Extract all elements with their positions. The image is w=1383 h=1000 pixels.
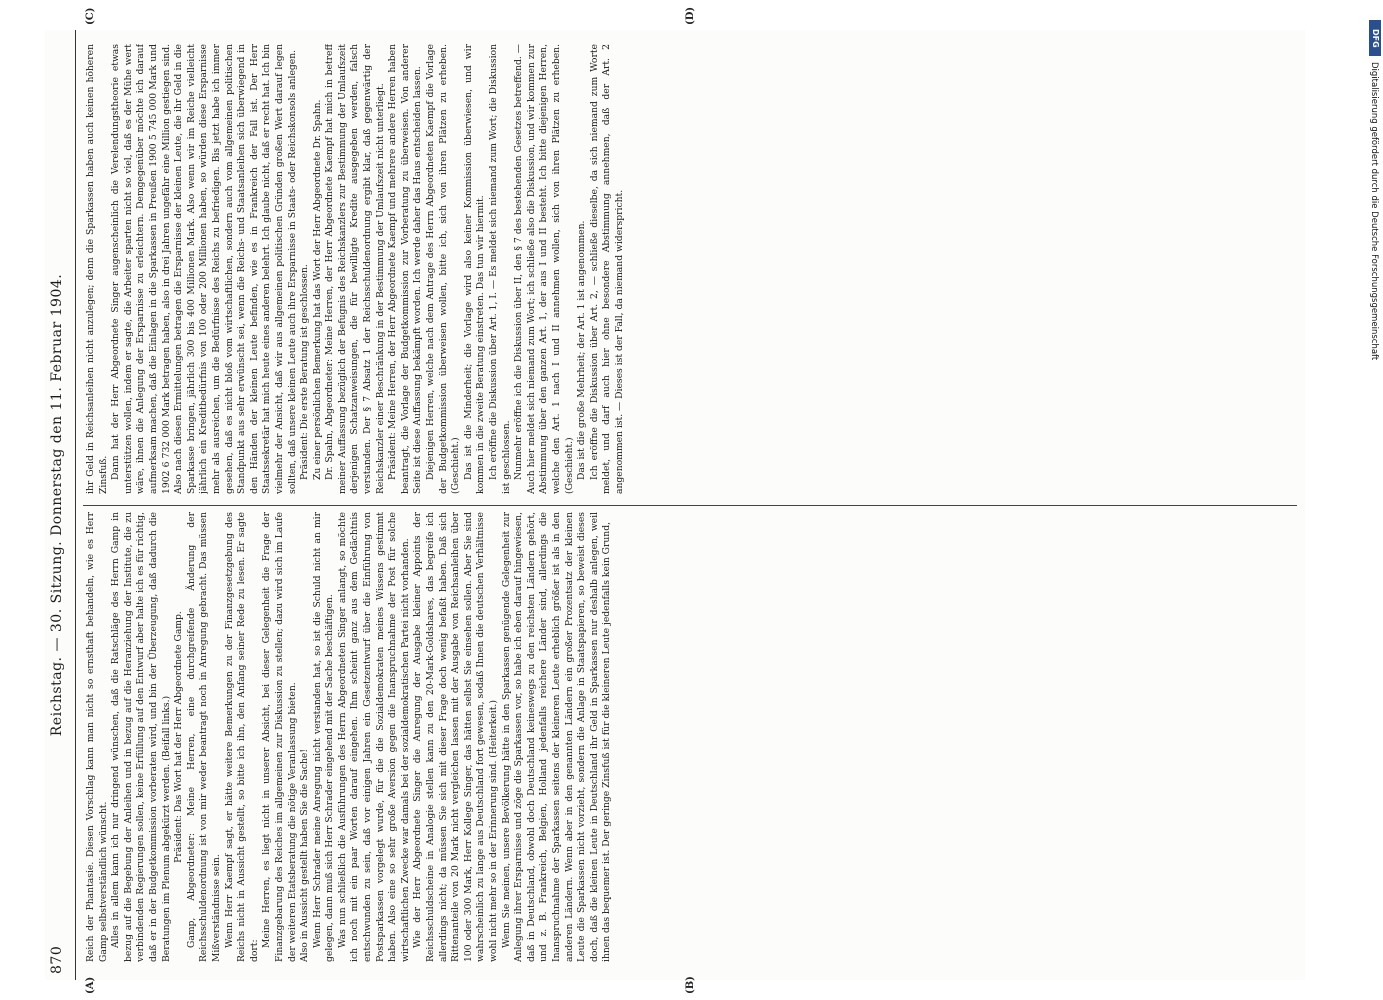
- paragraph: Zu einer persönlichen Bemerkung hat das Wort der Herr Abgeordnete Dr. Spahn.: [311, 99, 323, 480]
- paragraph: Das ist die Minderheit; die Vorlage wird also keiner Kommission überwiesen, und wir kommen in die zweite Beratung einstreten. Das tun wir hiermit.: [462, 44, 487, 494]
- paragraph: Ich eröffne die Diskussion über Art. 1, I. — Es meldet sich niemand zum Wort; die Diskussion ist geschlossen.: [488, 44, 512, 494]
- paragraph: Dr. Spahn, Abgeordneter: Meine Herren, der Herr Abgeordnete Kaempf hat mich in betreff meiner Auffassung bezüglich der Befugnis des Reichskanzlers zur Bestimmung der Umlaufszeit derjenigen Schatzanweisungen, die für bewilligte Kredite ausgegeben werden, falsch verstanden. Der § 7 Absatz 1 der Reichsschuldenordnung ergibt klar, daß gegenwärtig der Reichskanzler einer Beschränkung in der Bestimmung der Umlaufszeit nicht unterliegt.: [324, 44, 386, 494]
- quotation: Meine Herren, es liegt nicht in unserer Absicht, bei dieser Gelegenheit die Frage der Finanzgebarung des Reiches im allgemeinen zur Diskussion zu stellen; dazu wird sich im Laufe der weiteren Etatsberatung die nötige Veranlassung bieten.: [261, 512, 298, 962]
- paragraph: Alles in allem kann ich nur dringend wünschen, daß die Ratschläge des Herrn Gamp in bezug auf die Begebung der Anleihen und in bezug auf die Heranziehung der Institute, die zu verbindenden Regierungen sollen, keine Erfüllung auf den Entwurf aber halte ich es für richtig, daß er in der Budgetkommission vorberaten wird, und bin der Überzeugung, daß dadurch die Beratungen im Plenum abgekürzt werden. (Beifall links.): [110, 512, 172, 962]
- paragraph: Wie der Herr Abgeordnete Singer die Anregung der Ausgabe kleiner Appoints der Reichsschuldscheine in Analogie stellen kann zu den 20-Mark-Goldshares, das begreife ich allerdings nicht; da müssen Sie sich mit dieser Frage doch wenig befaßt haben. Daß sich Rittenanteile von 20 Mark nicht vergleichen lassen mit der Ausgabe von Reichsanleihen über 100 oder 300 Mark, Herr Kollege Singer, das hätten selbst Sie einsehen sollen. Aber Sie sind wahrscheinlich zu lange aus Deutschland fort gewesen, sodaß Ihnen die deutschen Verhältnisse wohl nicht mehr so in der Erinnerung sind. (Heiterkeit.): [412, 512, 499, 962]
- paragraph: Diejenigen Herren, welche nach dem Antrage des Herrn Abgeordneten Kaempf die Vorlage der Budgetkommission überweisen wollen, bitte ich, sich von ihren Plätzen zu erheben. (Geschieht.): [425, 44, 462, 494]
- paragraph: Wenn Sie meinen, unsere Bevölkerung hätte in den Sparkassen genügende Gelegenheit zur Anlegung ihrer Ersparnisse und zöge die Sparkassen vor, so habe ich eben darauf hingewiesen, daß in Deutschland, obwohl doch Deutschland keineswegs zu den reichsten Ländern gehört, und z. B. Frankreich, Belgien, Holland jedenfalls reichere Länder sind, allerdings die Inanspruchnahme der Sparkassen seitens der kleineren Leute erheblich größer ist als in den anderen Ländern. Wenn aber in den genannten Ländern ein großer Prozentsatz der kleinen Leute die Sparkassen nicht vorzieht, sondern die Anlage in Staatspapieren, so beweist dieses doch, daß die kleinen Leute in Deutschland ihr Geld in Sparkassen nur deshalb anlegen, weil ihnen das bequemer ist. Der geringe Zinsfuß ist für die kleineren Leute jedenfalls kein Grund,: [500, 512, 613, 962]
- header-rule: [75, 30, 76, 980]
- margin-mark-b: (B): [685, 976, 696, 994]
- margin-mark-c: (C): [85, 7, 96, 25]
- margin-mark-a: (A): [85, 976, 96, 994]
- paragraph: Wenn Herr Kaempf sagt, er hätte weitere Bemerkungen zu der Finanzgesetzgebung des Reichs nicht in Aussicht gestellt, so bitte ich ihn, den Anfang seiner Rede zu lesen. Er sagte dort:: [223, 512, 260, 962]
- dfg-logo: DFG: [1369, 20, 1381, 56]
- paragraph: Wenn Herr Schrader meine Anregung nicht verstanden hat, so ist die Schuld nicht an mir gelegen, dann muß sich Herr Schrader eingehend mit der Sache beschäftigen.: [311, 512, 336, 962]
- speaker-line: Präsident: Das Wort hat der Herr Abgeordnete Gamp.: [173, 611, 185, 863]
- text-column-right: [85, 44, 1297, 494]
- digitization-credit: [1368, 18, 1382, 958]
- paragraph: Ich eröffne die Diskussion über Art. 2, — schließe dieselbe, da sich niemand zum Worte meldet, und darf auch hier ohne besondere Abstimmung annehmen, daß der Art. 2 angenommen ist. — Dieses ist der Fall, da niemand widerspricht.: [588, 44, 625, 494]
- column-divider: [83, 505, 1297, 506]
- paragraph: Dann hat der Herr Abgeordnete Singer augenscheinlich die Verelendungstheorie etwas unterstützen wollen, indem er sagte, die Arbeiter sparten nicht so viel, daß es der Mühe wert wäre, ihnen die Anlegung der Ersparnisse zu erleichtern. Demgegenüber möchte ich darauf aufmerksam machen, daß die Einlagen in die Sparkassen in Preußen 1900 5 745 000 Mark und 1902 6 732 000 Mark betragen haben, also in drei Jahren ungefähr eine Million gestiegen sind. Also nach diesen Ermittelungen betragen die Ersparnisse der kleinen Leute, die ihr Geld in die Sparkasse bringen, jährlich 300 bis 400 Millionen Mark. Also wenn wir im Reiche vielleicht jährlich ein Kreditbedürfnis von 100 oder 200 Millionen haben, so würden diese Ersparnisse mehr als ausreichen, um die Bedürfnisse des Reichs zu befriedigen. Bis jetzt habe ich immer gesehen, daß es nicht bloß vom wirtschaftlichen, sondern auch vom allgemeinen politischen Standpunkt aus sehr erwünscht sei, wenn die Reichs- und Staatsanleihen sich überwiegend in den Händen der kleinen Leute befinden, wie es in Frankreich der Fall ist. Der Herr Staatssekretär hat mich heute eines anderen belehrt. Ich glaube nicht, daß er recht hat. Ich bin vielmehr der Ansicht, daß wir aus allgemeinen politischen Gründen großen Wert darauf legen sollten, daß unsere kleinen Leute auch ihre Ersparnisse in Staats- oder Reichskonsols anlegen.: [110, 44, 298, 494]
- paragraph: Also in Aussicht gestellt haben Sie die Sache!: [299, 748, 311, 962]
- paragraph: Gamp, Abgeordneter: Meine Herren, eine durchgreifende Änderung der Reichsschuldenordnung ist von mir weder beantragt noch in Anregung gebracht. Das müssen Mißverständnisse sein.: [185, 512, 222, 962]
- scanned-page: [45, 6, 1305, 994]
- text-column-left: [85, 512, 1297, 962]
- paragraph: Das ist die große Mehrheit; der Art. 1 ist angenommen.: [576, 220, 588, 480]
- page-number: 870: [49, 945, 65, 974]
- page-header: [45, 30, 69, 980]
- running-title: Reichstag. — 30. Sitzung. Donnerstag den 11. Februar 1904.: [49, 273, 65, 737]
- speaker-line: Präsident: Die erste Beratung ist geschlossen.: [299, 264, 311, 480]
- paragraph: ihr Geld in Reichsanleihen nicht anzulegen; denn die Sparkassen haben auch keinen höheren Zinsfuß.: [85, 44, 109, 494]
- credit-text: Digitalisierung gefördert durch die Deutsche Forschungsgemeinschaft: [1369, 62, 1379, 361]
- paragraph: Präsident: Meine Herren, der Herr Abgeordnete Kaempf und mehrere andere Herren haben beantragt, die Vorlage der Budgetkommission zur Vorberatung zu überweisen. Von anderer Seite ist diese Auffassung bekämpft worden. Ich werde daher das Haus entscheiden lassen.: [387, 44, 424, 494]
- margin-mark-d: (D): [685, 6, 696, 25]
- paragraph: Was nun schließlich die Ausführungen des Herrn Abgeordneten Singer anlangt, so möchte ich noch mit ein paar Worten darauf eingehen. Ihm scheint ganz aus dem Gedächtnis entschwunden zu sein, daß vor einigen Jahren ein Gesetzentwurf über die Einführung von Postsparkassen vorgelegt wurde, für die die Sozialdemokraten meines Wissens gestimmt haben. Also eine so sehr große Aversion gegen die Inanspruchnahme der Post für solche wirtschaftlichen Zwecke war damals bei der sozialdemokratischen Partei nicht vorhanden.: [336, 512, 411, 962]
- paragraph: Nunmehr eröffne ich die Diskussion über II, den § 7 des bestehenden Gesetzes betreffend. — Auch hier meldet sich niemand zum Wort; ich schließe also die Diskussion, und wir kommen zur Abstimmung über den ganzen Art. 1, der aus I und II besteht. Ich bitte diejenigen Herren, welche den Art. 1 nach I und II annehmen wollen, sich von ihren Plätzen zu erheben. (Geschieht.): [513, 44, 575, 494]
- paragraph: Reich der Phantasie. Diesen Vorschlag kann man nicht so ernsthaft behandeln, wie es Herr Gamp selbstverständlich wünscht.: [85, 512, 109, 962]
